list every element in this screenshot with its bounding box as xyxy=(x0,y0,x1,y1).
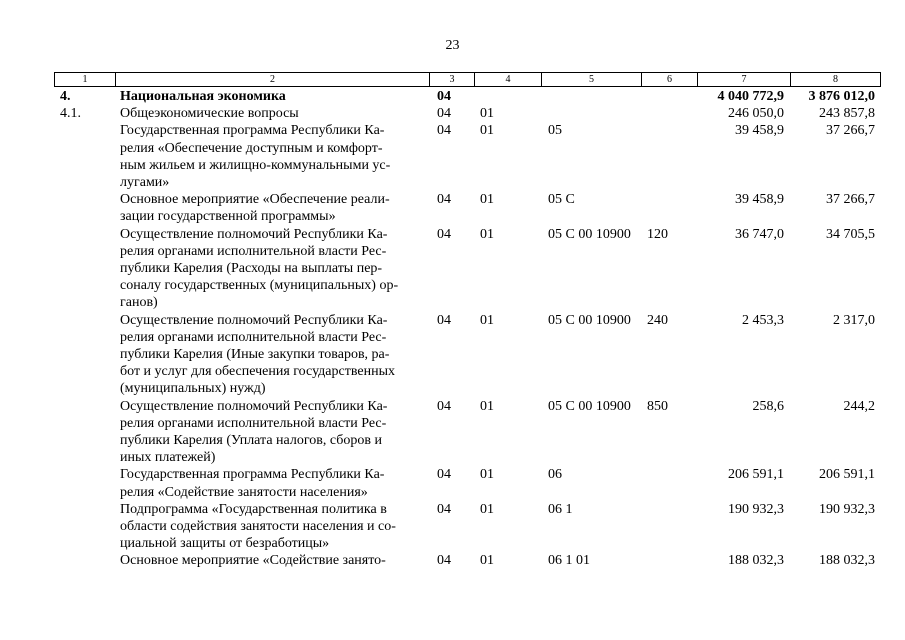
section-code: 04 xyxy=(437,467,451,483)
section-code: 04 xyxy=(437,312,451,328)
row-name-line: ным жильем и жилищно-коммунальными ус- xyxy=(120,157,391,173)
table-row xyxy=(0,466,905,500)
target-article-code: 05 xyxy=(548,123,562,139)
target-article-code: 06 1 01 xyxy=(548,553,590,569)
column-header-5: 5 xyxy=(542,73,642,86)
table-row xyxy=(0,226,905,312)
column-header-6: 6 xyxy=(642,73,698,86)
row-name xyxy=(120,312,425,398)
subsection-code: 01 xyxy=(480,106,494,122)
row-name-line: Основное мероприятие «Содействие занято- xyxy=(120,553,386,569)
table-row xyxy=(0,552,905,569)
section-code: 04 xyxy=(437,106,451,122)
amount-col-7: 206 591,1 xyxy=(728,467,784,483)
amount-col-8: 37 266,7 xyxy=(826,123,875,139)
row-name-line: бот и услуг для обеспечения государственных xyxy=(120,364,395,380)
row-name-line: Осуществление полномочий Республики Ка- xyxy=(120,398,388,414)
table-row xyxy=(0,398,905,467)
target-article-code: 06 xyxy=(548,467,562,483)
row-name xyxy=(120,88,425,105)
amount-col-7: 36 747,0 xyxy=(735,226,784,242)
column-header-1: 1 xyxy=(55,73,116,86)
subsection-code: 01 xyxy=(480,123,494,139)
row-name xyxy=(120,466,425,500)
row-name-line: релия органами исполнительной власти Рес- xyxy=(120,415,387,431)
column-header-2: 2 xyxy=(116,73,430,86)
row-name-line: релия органами исполнительной власти Рес- xyxy=(120,329,387,345)
subsection-code: 01 xyxy=(480,192,494,208)
amount-col-8: 243 857,8 xyxy=(819,106,875,122)
column-number-header xyxy=(54,72,881,87)
subsection-code: 01 xyxy=(480,501,494,517)
expense-type-code: 240 xyxy=(647,312,668,328)
table-row xyxy=(0,312,905,398)
amount-col-8: 244,2 xyxy=(843,398,875,414)
row-name-line: соналу государственных (муниципальных) ор- xyxy=(120,278,399,294)
row-name-line: Общеэкономические вопросы xyxy=(120,106,299,122)
row-name-line: области содействия занятости населения и со- xyxy=(120,519,396,535)
row-name-line: Основное мероприятие «Обеспечение реали- xyxy=(120,192,390,208)
column-header-7: 7 xyxy=(698,73,791,86)
target-article-code: 06 1 xyxy=(548,501,573,517)
section-code: 04 xyxy=(437,501,451,517)
row-name-line: релия «Содействие занятости населения» xyxy=(120,484,368,500)
column-header-3: 3 xyxy=(430,73,475,86)
amount-col-8: 34 705,5 xyxy=(826,226,875,242)
row-name-line: иных платежей) xyxy=(120,450,216,466)
amount-col-7: 246 050,0 xyxy=(728,106,784,122)
row-name-line: релия органами исполнительной власти Рес- xyxy=(120,243,387,259)
amount-col-8: 188 032,3 xyxy=(819,553,875,569)
row-name-line: (муниципальных) нужд) xyxy=(120,381,266,397)
target-article-code: 05 С 00 10900 xyxy=(548,226,631,242)
table-row xyxy=(0,501,905,553)
column-header-4: 4 xyxy=(475,73,542,86)
row-name-line: Государственная программа Республики Ка- xyxy=(120,467,385,483)
subsection-code: 01 xyxy=(480,467,494,483)
row-name xyxy=(120,552,425,569)
table-row xyxy=(0,88,905,105)
amount-col-7: 2 453,3 xyxy=(742,312,784,328)
row-name-line: Подпрограмма «Государственная политика в xyxy=(120,501,387,517)
row-name-line: зации государственной программы» xyxy=(120,209,336,225)
section-code: 04 xyxy=(437,553,451,569)
row-name-line: публики Карелия (Иные закупки товаров, ра- xyxy=(120,347,390,363)
section-code: 04 xyxy=(437,192,451,208)
amount-col-7: 190 932,3 xyxy=(728,501,784,517)
section-code: 04 xyxy=(437,226,451,242)
row-name-line: Осуществление полномочий Республики Ка- xyxy=(120,312,388,328)
row-name xyxy=(120,398,425,467)
amount-col-8: 37 266,7 xyxy=(826,192,875,208)
row-name xyxy=(120,105,425,122)
amount-col-8: 3 876 012,0 xyxy=(808,89,875,104)
page-number: 23 xyxy=(445,38,460,53)
row-name-line: Национальная экономика xyxy=(120,89,286,104)
amount-col-8: 2 317,0 xyxy=(833,312,875,328)
row-name xyxy=(120,191,425,225)
subsection-code: 01 xyxy=(480,398,494,414)
column-header-8: 8 xyxy=(833,74,838,85)
table-row xyxy=(0,105,905,122)
amount-col-7: 39 458,9 xyxy=(735,192,784,208)
row-number: 4.1. xyxy=(60,106,81,122)
amount-col-8: 206 591,1 xyxy=(819,467,875,483)
target-article-code: 05 С 00 10900 xyxy=(548,398,631,414)
section-code: 04 xyxy=(437,398,451,414)
row-name-line: Государственная программа Республики Ка- xyxy=(120,123,385,139)
expense-type-code: 120 xyxy=(647,226,668,242)
row-name xyxy=(120,122,425,191)
expense-type-code: 850 xyxy=(647,398,668,414)
table-row xyxy=(0,191,905,225)
subsection-code: 01 xyxy=(480,312,494,328)
subsection-code: 01 xyxy=(480,226,494,242)
subsection-code: 01 xyxy=(480,553,494,569)
amount-col-7: 258,6 xyxy=(752,398,784,414)
row-name-line: ганов) xyxy=(120,295,158,311)
row-number: 4. xyxy=(60,89,71,104)
amount-col-7: 39 458,9 xyxy=(735,123,784,139)
target-article-code: 05 С 00 10900 xyxy=(548,312,631,328)
target-article-code: 05 С xyxy=(548,192,575,208)
section-code: 04 xyxy=(437,89,451,104)
budget-table-body xyxy=(0,88,905,570)
row-name-line: публики Карелия (Уплата налогов, сборов и xyxy=(120,433,382,449)
table-row xyxy=(0,122,905,191)
row-name-line: Осуществление полномочий Республики Ка- xyxy=(120,226,388,242)
amount-col-7: 4 040 772,9 xyxy=(717,89,784,104)
amount-col-8: 190 932,3 xyxy=(819,501,875,517)
row-name xyxy=(120,501,425,553)
row-name-line: публики Карелия (Расходы на выплаты пер- xyxy=(120,261,383,277)
row-name-line: релия «Обеспечение доступным и комфорт- xyxy=(120,140,383,156)
section-code: 04 xyxy=(437,123,451,139)
row-name xyxy=(120,226,425,312)
amount-col-7: 188 032,3 xyxy=(728,553,784,569)
row-name-line: циальной защиты от безработицы» xyxy=(120,536,330,552)
row-name-line: лугами» xyxy=(120,175,170,191)
